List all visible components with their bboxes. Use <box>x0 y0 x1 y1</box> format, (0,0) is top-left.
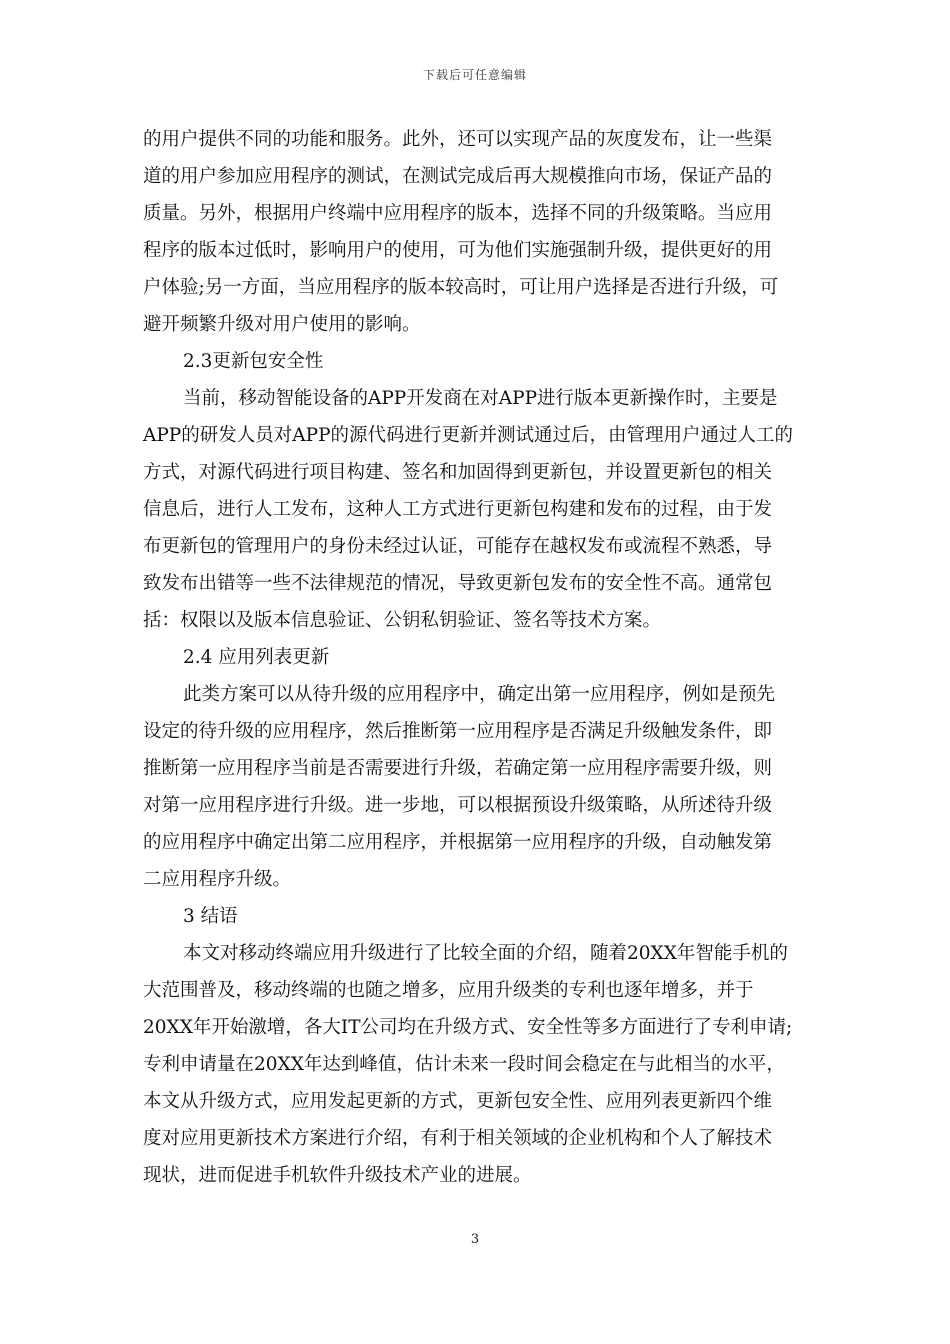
text-line: 20XX年开始激增，各大IT公司均在升级方式、安全性等多方面进行了专利申请; <box>143 1017 793 1038</box>
text-line: 方式，对源代码进行项目构建、签名和加固得到更新包，并设置更新包的相关 <box>143 462 773 483</box>
text-line: 3 结语 <box>183 906 238 927</box>
text-line: 括：权限以及版本信息验证、公钥私钥验证、签名等技术方案。 <box>143 610 662 631</box>
text-line: 当前，移动智能设备的APP开发商在对APP进行版本更新操作时，主要是 <box>183 388 778 409</box>
text-line: 道的用户参加应用程序的测试，在测试完成后再大规模推向市场，保证产品的 <box>143 166 773 187</box>
text-line: 度对应用更新技术方案进行介绍，有利于相关领域的企业机构和个人了解技术 <box>143 1128 773 1149</box>
text-line: 避开频繁升级对用户使用的影响。 <box>143 314 421 335</box>
text-line: 质量。另外，根据用户终端中应用程序的版本，选择不同的升级策略。当应用 <box>143 203 773 224</box>
text-line: 2.4 应用列表更新 <box>183 647 330 668</box>
text-line: 信息后，进行人工发布，这种人工方式进行更新包构建和发布的过程，由于发 <box>143 499 773 520</box>
text-line: 对第一应用程序进行升级。进一步地，可以根据预设升级策略，从所述待升级 <box>143 795 773 816</box>
text-line: APP的研发人员对APP的源代码进行更新并测试通过后，由管理用户通过人工的 <box>143 425 794 446</box>
text-line: 大范围普及，移动终端的也随之增多，应用升级类的专利也逐年增多，并于 <box>143 980 754 1001</box>
text-line: 现状，进而促进手机软件升级技术产业的进展。 <box>143 1165 532 1186</box>
text-line: 程序的版本过低时，影响用户的使用，可为他们实施强制升级，提供更好的用 <box>143 240 773 261</box>
text-line: 的用户提供不同的功能和服务。此外，还可以实现产品的灰度发布，让一些渠 <box>143 129 773 150</box>
text-line: 本文从升级方式，应用发起更新的方式，更新包安全性、应用列表更新四个维 <box>143 1091 773 1112</box>
text-line: 专利申请量在20XX年达到峰值，估计未来一段时间会稳定在与此相当的水平， <box>143 1054 785 1075</box>
text-line: 本文对移动终端应用升级进行了比较全面的介绍，随着20XX年智能手机的 <box>183 943 788 964</box>
text-line: 二应用程序升级。 <box>143 869 292 890</box>
text-line: 的应用程序中确定出第二应用程序，并根据第一应用程序的升级，自动触发第 <box>143 832 773 853</box>
text-line: 致发布出错等一些不法律规范的情况，导致更新包发布的安全性不高。通常包 <box>143 573 773 594</box>
text-line: 推断第一应用程序当前是否需要进行升级，若确定第一应用程序需要升级，则 <box>143 758 773 779</box>
text-line: 2.3更新包安全性 <box>183 351 324 372</box>
body-text <box>143 121 810 1194</box>
page-number: 3 <box>470 1232 480 1247</box>
header-note: 下载后可任意编辑 <box>422 68 527 82</box>
text-line: 此类方案可以从待升级的应用程序中，确定出第一应用程序，例如是预先 <box>183 684 776 705</box>
text-line: 布更新包的管理用户的身份未经过认证，可能存在越权发布或流程不熟悉，导 <box>143 536 773 557</box>
text-line: 设定的待升级的应用程序，然后推断第一应用程序是否满足升级触发条件，即 <box>143 721 773 742</box>
text-line: 户体验;另一方面，当应用程序的版本较高时，可让用户选择是否进行升级，可 <box>143 277 779 298</box>
